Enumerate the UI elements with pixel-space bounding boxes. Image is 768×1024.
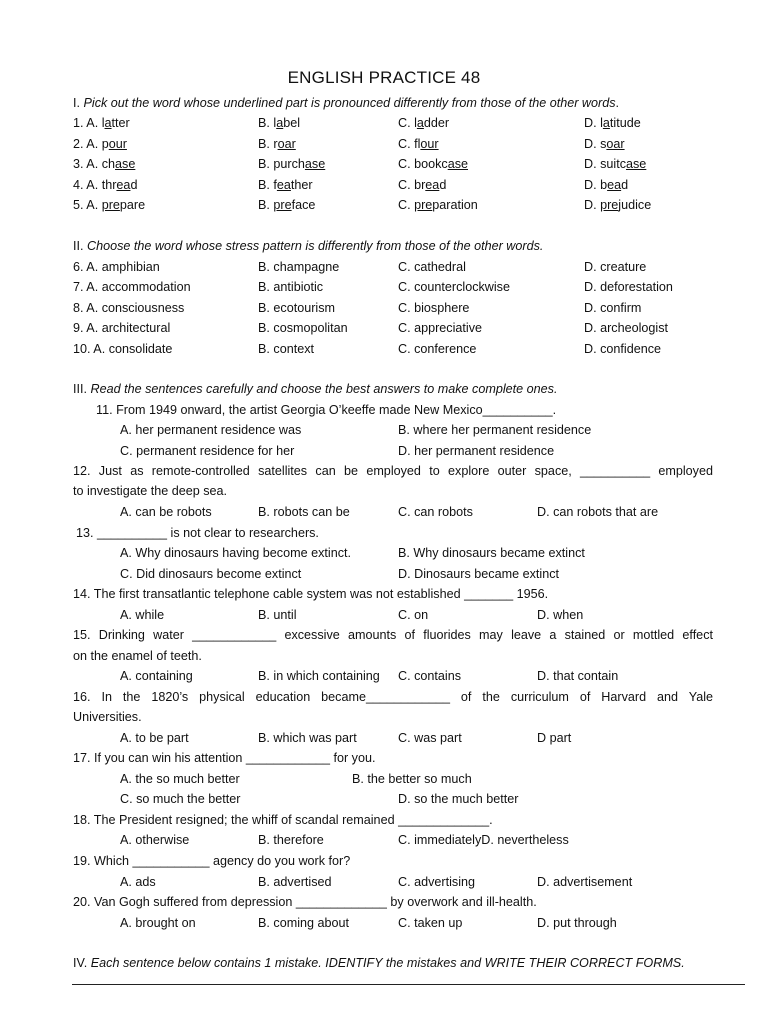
- question-12-line-1: 12. Just as remote-controlled satellites can be employed to explore outer space, __________ employed: [73, 464, 713, 478]
- q17-option-a[interactable]: A. the so much better: [120, 772, 240, 786]
- word-part: D.: [584, 198, 601, 212]
- q8-option-a[interactable]: 8. A. consciousness: [73, 301, 185, 315]
- word-part: B.: [258, 198, 274, 212]
- word-part: dder: [423, 116, 450, 130]
- underlined-part: a: [276, 116, 284, 130]
- question-20: 20. Van Gogh suffered from depression _____________ by overwork and ill-health.: [73, 895, 537, 909]
- q14-option-d[interactable]: D. when: [537, 608, 584, 622]
- question-16-line-1: 16. In the 1820’s physical education became____________ of the curriculum of Harvard and Yale: [73, 690, 713, 704]
- q8-option-c[interactable]: C. biosphere: [398, 301, 470, 315]
- word-part: titude: [609, 116, 641, 130]
- q12-option-c[interactable]: C. can robots: [398, 505, 473, 519]
- section-1-instruction: Pick out the word whose underlined part is pronounced differently from those of the other words: [83, 96, 616, 110]
- q3-option-a[interactable]: [73, 156, 135, 172]
- q4-option-a[interactable]: [73, 177, 137, 193]
- q18-option-b[interactable]: B. therefore: [258, 833, 324, 847]
- word-part: l: [101, 116, 105, 130]
- q16-option-c[interactable]: C. was part: [398, 731, 462, 745]
- q12-option-b[interactable]: B. robots can be: [258, 505, 350, 519]
- section-4-number: IV.: [73, 956, 88, 970]
- q10-option-c[interactable]: C. conference: [398, 342, 477, 356]
- q14-option-a[interactable]: A. while: [120, 608, 165, 622]
- q8-option-b[interactable]: B. ecotourism: [258, 301, 335, 315]
- q3-option-b[interactable]: [258, 156, 325, 172]
- q13-option-a[interactable]: A. Why dinosaurs having become extinct.: [120, 546, 351, 560]
- question-19: 19. Which ___________ agency do you work for?: [73, 854, 351, 868]
- word-part: B. r: [258, 137, 278, 151]
- q6-option-d[interactable]: D. creature: [584, 260, 647, 274]
- q6-option-a[interactable]: 6. A. amphibian: [73, 260, 160, 274]
- word-part: B. purch: [258, 157, 305, 171]
- word-part: d: [621, 178, 629, 192]
- word-part: ther: [290, 178, 313, 192]
- underlined-part: ase: [304, 157, 326, 171]
- q9-option-c[interactable]: C. appreciative: [398, 321, 482, 335]
- q9-option-d[interactable]: D. archeologist: [584, 321, 668, 335]
- q16-option-d[interactable]: D part: [537, 731, 572, 745]
- question-number: 1. A.: [73, 116, 99, 130]
- q19-option-c[interactable]: C. advertising: [398, 875, 475, 889]
- word-part: C. bookc: [398, 157, 448, 171]
- underlined-part: oar: [277, 137, 296, 151]
- underlined-part: ea: [276, 178, 291, 192]
- q10-option-d[interactable]: D. confidence: [584, 342, 662, 356]
- q18-option-a[interactable]: A. otherwise: [120, 833, 190, 847]
- q20-option-a[interactable]: A. brought on: [120, 916, 196, 930]
- word-part: C. l: [398, 116, 417, 130]
- word-part: ch: [101, 157, 116, 171]
- q1-option-a[interactable]: [73, 115, 130, 131]
- underlined-part: our: [420, 137, 439, 151]
- q12-option-d[interactable]: D. can robots that are: [537, 505, 659, 519]
- word-part: D. s: [584, 137, 607, 151]
- word-part: thr: [101, 178, 117, 192]
- page-title: ENGLISH PRACTICE 48: [287, 68, 481, 87]
- word-part: C. br: [398, 178, 426, 192]
- question-16-line-2: Universities.: [73, 710, 142, 724]
- q16-option-a[interactable]: A. to be part: [120, 731, 189, 745]
- q7-option-c[interactable]: C. counterclockwise: [398, 280, 510, 294]
- word-part: D. suitc: [584, 157, 626, 171]
- q3-option-c[interactable]: [398, 156, 468, 172]
- question-number: 5. A.: [73, 198, 99, 212]
- q20-option-c[interactable]: C. taken up: [398, 916, 463, 930]
- q5-option-a[interactable]: [73, 197, 145, 213]
- q19-option-a[interactable]: A. ads: [120, 875, 156, 889]
- q7-option-a[interactable]: 7. A. accommodation: [73, 280, 191, 294]
- q9-option-a[interactable]: 9. A. architectural: [73, 321, 171, 335]
- question-number: 4. A.: [73, 178, 99, 192]
- word-part: tter: [111, 116, 130, 130]
- word-part: B. f: [258, 178, 277, 192]
- question-12-line-2: to investigate the deep sea.: [73, 484, 228, 498]
- section-4-heading: [73, 955, 685, 971]
- underlined-part: ea: [425, 178, 440, 192]
- q7-option-b[interactable]: B. antibiotic: [258, 280, 324, 294]
- underlined-part: pre: [101, 198, 120, 212]
- q1-option-b[interactable]: [258, 115, 300, 131]
- word-part: judice: [618, 198, 652, 212]
- q1-option-c[interactable]: [398, 115, 449, 131]
- q14-option-c[interactable]: C. on: [398, 608, 429, 622]
- q12-option-a[interactable]: A. can be robots: [120, 505, 212, 519]
- underlined-part: a: [602, 116, 610, 130]
- question-15-line-2: on the enamel of teeth.: [73, 649, 202, 663]
- underlined-part: our: [108, 137, 127, 151]
- q2-option-a[interactable]: [73, 136, 127, 152]
- q18-option-c-d[interactable]: C. immediatelyD. nevertheless: [398, 833, 569, 847]
- section-1-end: .: [615, 96, 620, 110]
- question-number: 2. A.: [73, 137, 99, 151]
- section-1-heading: [73, 95, 619, 111]
- section-1-number: I.: [73, 96, 80, 110]
- q13-option-b[interactable]: B. Why dinosaurs became extinct: [398, 546, 585, 560]
- q15-option-a[interactable]: A. containing: [120, 669, 193, 683]
- q20-option-b[interactable]: B. coming about: [258, 916, 350, 930]
- question-number: 3. A.: [73, 157, 99, 171]
- q3-option-d[interactable]: [584, 156, 646, 172]
- q10-option-b[interactable]: B. context: [258, 342, 315, 356]
- q17-option-b[interactable]: B. the better so much: [352, 772, 472, 786]
- underlined-part: a: [104, 116, 112, 130]
- word-part: C.: [398, 198, 415, 212]
- q11-option-a[interactable]: A. her permanent residence was: [120, 423, 302, 437]
- word-part: B. l: [258, 116, 277, 130]
- q5-option-d[interactable]: [584, 197, 651, 213]
- word-part: D. l: [584, 116, 603, 130]
- underlined-part: pre: [414, 198, 433, 212]
- q5-option-c[interactable]: [398, 197, 478, 213]
- q8-option-d[interactable]: D. confirm: [584, 301, 642, 315]
- q14-option-b[interactable]: B. until: [258, 608, 297, 622]
- q4-option-c[interactable]: [398, 177, 446, 193]
- underlined-part: ase: [115, 157, 136, 171]
- q6-option-c[interactable]: C. cathedral: [398, 260, 466, 274]
- q5-option-b[interactable]: [258, 197, 315, 213]
- word-part: bel: [283, 116, 301, 130]
- q9-option-b[interactable]: B. cosmopolitan: [258, 321, 348, 335]
- q19-option-d[interactable]: D. advertisement: [537, 875, 633, 889]
- q2-option-d[interactable]: [584, 136, 625, 152]
- q15-option-d[interactable]: D. that contain: [537, 669, 619, 683]
- q17-option-c[interactable]: C. so much the better: [120, 792, 241, 806]
- underlined-part: ase: [626, 157, 647, 171]
- q7-option-d[interactable]: D. deforestation: [584, 280, 673, 294]
- underlined-part: a: [416, 116, 424, 130]
- q15-option-b[interactable]: B. in which containing: [258, 669, 380, 683]
- underlined-part: pre: [600, 198, 619, 212]
- section-2-instruction: Choose the word whose stress pattern is differently from those of the other words.: [87, 239, 544, 253]
- question-15-line-1: 15. Drinking water ____________ excessive amounts of fluorides may leave a stained or mottled effect: [73, 628, 713, 642]
- q16-option-b[interactable]: B. which was part: [258, 731, 357, 745]
- q13-option-d[interactable]: D. Dinosaurs became extinct: [398, 567, 559, 581]
- q20-option-d[interactable]: D. put through: [537, 916, 617, 930]
- answer-rule-line: [72, 984, 745, 985]
- underlined-part: oar: [606, 137, 625, 151]
- question-11: 11. From 1949 onward, the artist Georgia O’keeffe made New Mexico__________.: [96, 403, 557, 417]
- section-2-heading: [73, 238, 543, 254]
- question-13: 13. __________ is not clear to researchers.: [76, 526, 319, 540]
- question-17: 17. If you can win his attention ____________ for you.: [73, 751, 376, 765]
- q4-option-d[interactable]: [584, 177, 628, 193]
- word-part: d: [130, 178, 138, 192]
- q6-option-b[interactable]: B. champagne: [258, 260, 340, 274]
- q4-option-b[interactable]: [258, 177, 313, 193]
- q15-option-c[interactable]: C. contains: [398, 669, 461, 683]
- underlined-part: ea: [116, 178, 131, 192]
- q2-option-b[interactable]: [258, 136, 296, 152]
- section-2-number: II.: [73, 239, 84, 253]
- q19-option-b[interactable]: B. advertised: [258, 875, 332, 889]
- section-3-heading: [73, 381, 557, 397]
- q1-option-d[interactable]: [584, 115, 641, 131]
- word-part: p: [101, 137, 109, 151]
- word-part: face: [291, 198, 316, 212]
- q10-option-a[interactable]: 10. A. consolidate: [73, 342, 173, 356]
- section-4-instruction: Each sentence below contains 1 mistake. IDENTIFY the mistakes and WRITE THEIR CORRECT FORMS.: [90, 956, 685, 970]
- q17-option-d[interactable]: D. so the much better: [398, 792, 519, 806]
- q11-option-b[interactable]: B. where her permanent residence: [398, 423, 592, 437]
- word-part: D. b: [584, 178, 608, 192]
- underlined-part: pre: [273, 198, 292, 212]
- underlined-part: ea: [607, 178, 622, 192]
- q11-option-c[interactable]: C. permanent residence for her: [120, 444, 295, 458]
- section-3-instruction: Read the sentences carefully and choose the best answers to make complete ones.: [90, 382, 558, 396]
- q2-option-c[interactable]: [398, 136, 439, 152]
- section-3-number: III.: [73, 382, 87, 396]
- word-part: pare: [119, 198, 146, 212]
- word-part: d: [439, 178, 447, 192]
- word-part: C. fl: [398, 137, 421, 151]
- word-part: paration: [432, 198, 478, 212]
- question-14: 14. The first transatlantic telephone cable system was not established _______ 1956.: [73, 587, 549, 601]
- q11-option-d[interactable]: D. her permanent residence: [398, 444, 555, 458]
- q13-option-c[interactable]: C. Did dinosaurs become extinct: [120, 567, 302, 581]
- question-18: 18. The President resigned; the whiff of scandal remained _____________.: [73, 813, 493, 827]
- underlined-part: ase: [447, 157, 469, 171]
